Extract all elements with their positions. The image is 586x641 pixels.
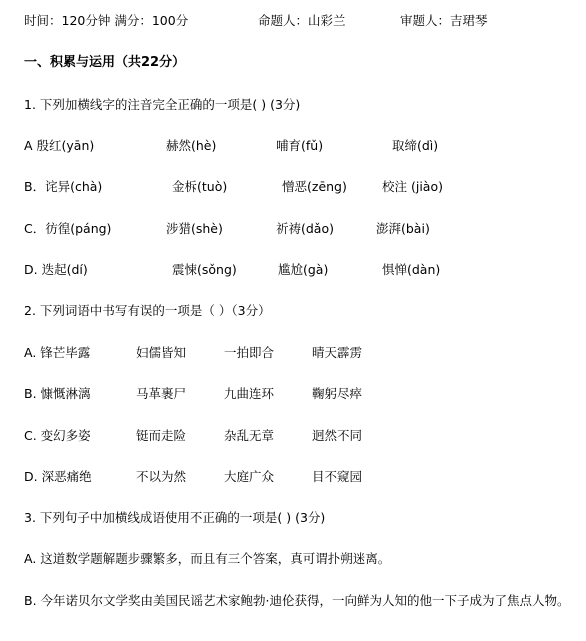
q2-option-b-item-3: 九曲连环 xyxy=(224,386,275,401)
q1-option-b-item-4: 校注 (jiào) xyxy=(382,179,443,194)
q3-option-a: A. 这道数学题解题步骤繁多，而且有三个答案，真可谓扑朔迷离。 xyxy=(24,551,391,566)
q1-option-row xyxy=(0,261,586,281)
q1-option-a-item-2: 赫然(hè) xyxy=(166,138,217,153)
exam-time-score: 时间：120分钟 满分：100分 xyxy=(24,13,189,28)
q2-option-a-item-3: 一拍即合 xyxy=(224,345,275,360)
exam-author: 命题人：山彩兰 xyxy=(258,13,346,28)
q1-option-d-item-2: 震悚(sǒng) xyxy=(172,262,237,277)
q1-option-row xyxy=(0,178,586,198)
q1-option-d-item-1: D. 迭起(dí) xyxy=(24,262,88,277)
question-3-stem: 3. 下列句子中加横线成语使用不正确的一项是( ) (3分) xyxy=(24,510,326,525)
q2-option-d-item-2: 不以为然 xyxy=(136,469,187,484)
q1-option-b-item-1: B．诧异(chà) xyxy=(24,179,103,194)
q2-option-c-item-1: C. 变幻多姿 xyxy=(24,428,91,443)
q2-option-a-item-4: 晴天霹雳 xyxy=(312,345,363,360)
q1-option-row xyxy=(0,220,586,240)
q1-option-c-item-4: 澎湃(bài) xyxy=(376,221,430,236)
q2-option-d-item-1: D. 深恶痛绝 xyxy=(24,469,92,484)
q2-option-c-item-3: 杂乱无章 xyxy=(224,428,275,443)
q1-option-d-item-4: 惧惮(dàn) xyxy=(382,262,441,277)
q2-option-a-item-1: A. 锋芒毕露 xyxy=(24,345,91,360)
q1-option-c-item-2: 涉猎(shè) xyxy=(166,221,223,236)
q2-option-b-item-1: B. 慷慨淋漓 xyxy=(24,386,91,401)
question-1-stem: 1. 下列加横线字的注音完全正确的一项是( ) (3分) xyxy=(24,97,301,112)
q1-option-d-item-3: 尴尬(gà) xyxy=(278,262,329,277)
q2-option-b-item-4: 鞠躬尽瘁 xyxy=(312,386,363,401)
q2-option-row xyxy=(0,344,586,364)
q2-option-d-item-3: 大庭广众 xyxy=(224,469,275,484)
q1-option-a-item-4: 取缔(dì) xyxy=(392,138,439,153)
q2-option-d-item-4: 目不窥园 xyxy=(312,469,363,484)
q3-option-b: B. 今年诺贝尔文学奖由美国民谣艺术家鲍勃·迪伦获得，一向鲜为人知的他一下子成为了焦点人物。 xyxy=(24,593,570,608)
exam-reviewer: 审题人：吉珺琴 xyxy=(400,13,488,28)
q2-option-c-item-2: 铤而走险 xyxy=(136,428,187,443)
q1-option-a-item-1: A 殷红(yān) xyxy=(24,138,95,153)
q2-option-b-item-2: 马革裹尸 xyxy=(136,386,187,401)
q1-option-c-item-3: 祈祷(dǎo) xyxy=(276,221,334,236)
q1-option-b-item-2: 金柝(tuò) xyxy=(172,179,228,194)
q2-option-row xyxy=(0,427,586,447)
question-2-stem: 2. 下列词语中书写有误的一项是（ ）（3分） xyxy=(24,303,271,318)
q2-option-row xyxy=(0,468,586,488)
q2-option-row xyxy=(0,385,586,405)
section-title: 一、积累与运用（共22分） xyxy=(24,55,186,70)
q1-option-row xyxy=(0,137,586,157)
q1-option-c-item-1: C．彷徨(páng) xyxy=(24,221,112,236)
q2-option-c-item-4: 迥然不同 xyxy=(312,428,363,443)
q1-option-b-item-3: 憎恶(zēng) xyxy=(282,179,347,194)
q1-option-a-item-3: 哺育(fǔ) xyxy=(276,138,324,153)
q2-option-a-item-2: 妇儒皆知 xyxy=(136,345,187,360)
